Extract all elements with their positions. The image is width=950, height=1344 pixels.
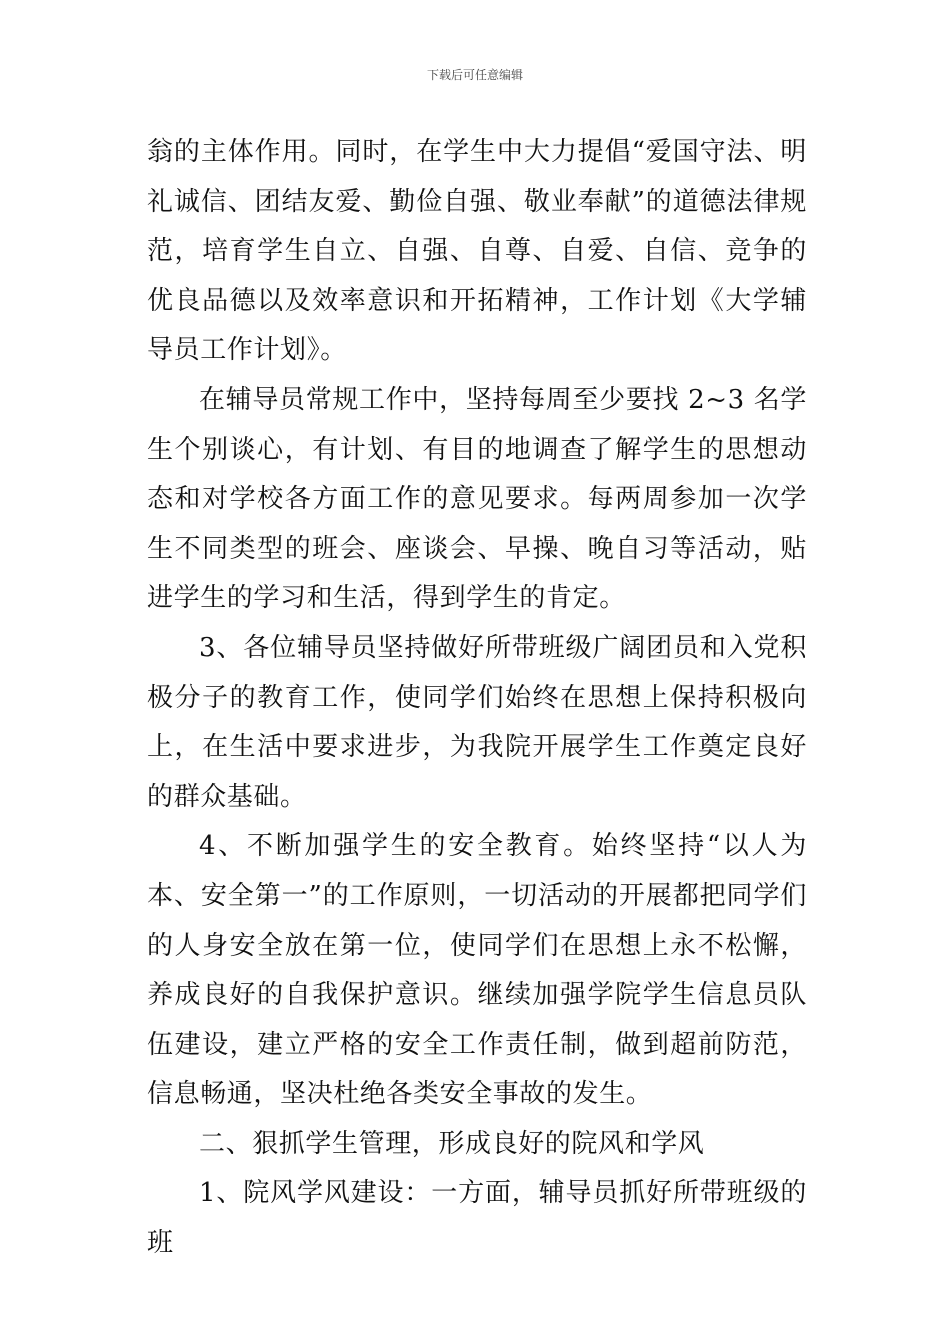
document-body bbox=[147, 128, 807, 1269]
paragraph-item-1: 1、院风学风建设：一方面，辅导员抓好所带班级的班 bbox=[147, 1178, 807, 1259]
paragraph-continuation: 翁的主体作用。同时，在学生中大力提倡“爱国守法、明礼诚信、团结友爱、勤俭自强、敬业奉献”的道德法律规范，培育学生自立、自强、自尊、自爱、自信、竞争的优良品德以及效率意识和开拓精神，工作计划《大学辅导员工作计划》。 bbox=[147, 137, 807, 366]
section-heading-2: 二、狠抓学生管理，形成良好的院风和学风 bbox=[199, 1128, 705, 1159]
page-header: 下载后可任意编辑 bbox=[426, 68, 523, 82]
paragraph-item-3: 3、各位辅导员坚持做好所带班级广阔团员和入党积极分子的教育工作，使同学们始终在思想上保持积极向上，在生活中要求进步，为我院开展学生工作奠定良好的群众基础。 bbox=[147, 632, 807, 812]
paragraph-routine-work: 在辅导员常规工作中，坚持每周至少要找 2~3 名学生个别谈心，有计划、有目的地调查了解学生的思想动态和对学校各方面工作的意见要求。每两周参加一次学生不同类型的班会、座谈会、早操、晚自习等活动，贴进学生的学习和生活，得到学生的肯定。 bbox=[147, 384, 807, 614]
paragraph-item-4: 4、不断加强学生的安全教育。始终坚持“以人为本、安全第一”的工作原则，一切活动的开展都把同学们的人身安全放在第一位，使同学们在思想上永不松懈，养成良好的自我保护意识。继续加强学院学生信息员队伍建设，建立严格的安全工作责任制，做到超前防范，信息畅通，坚决杜绝各类安全事故的发生。 bbox=[147, 831, 807, 1110]
